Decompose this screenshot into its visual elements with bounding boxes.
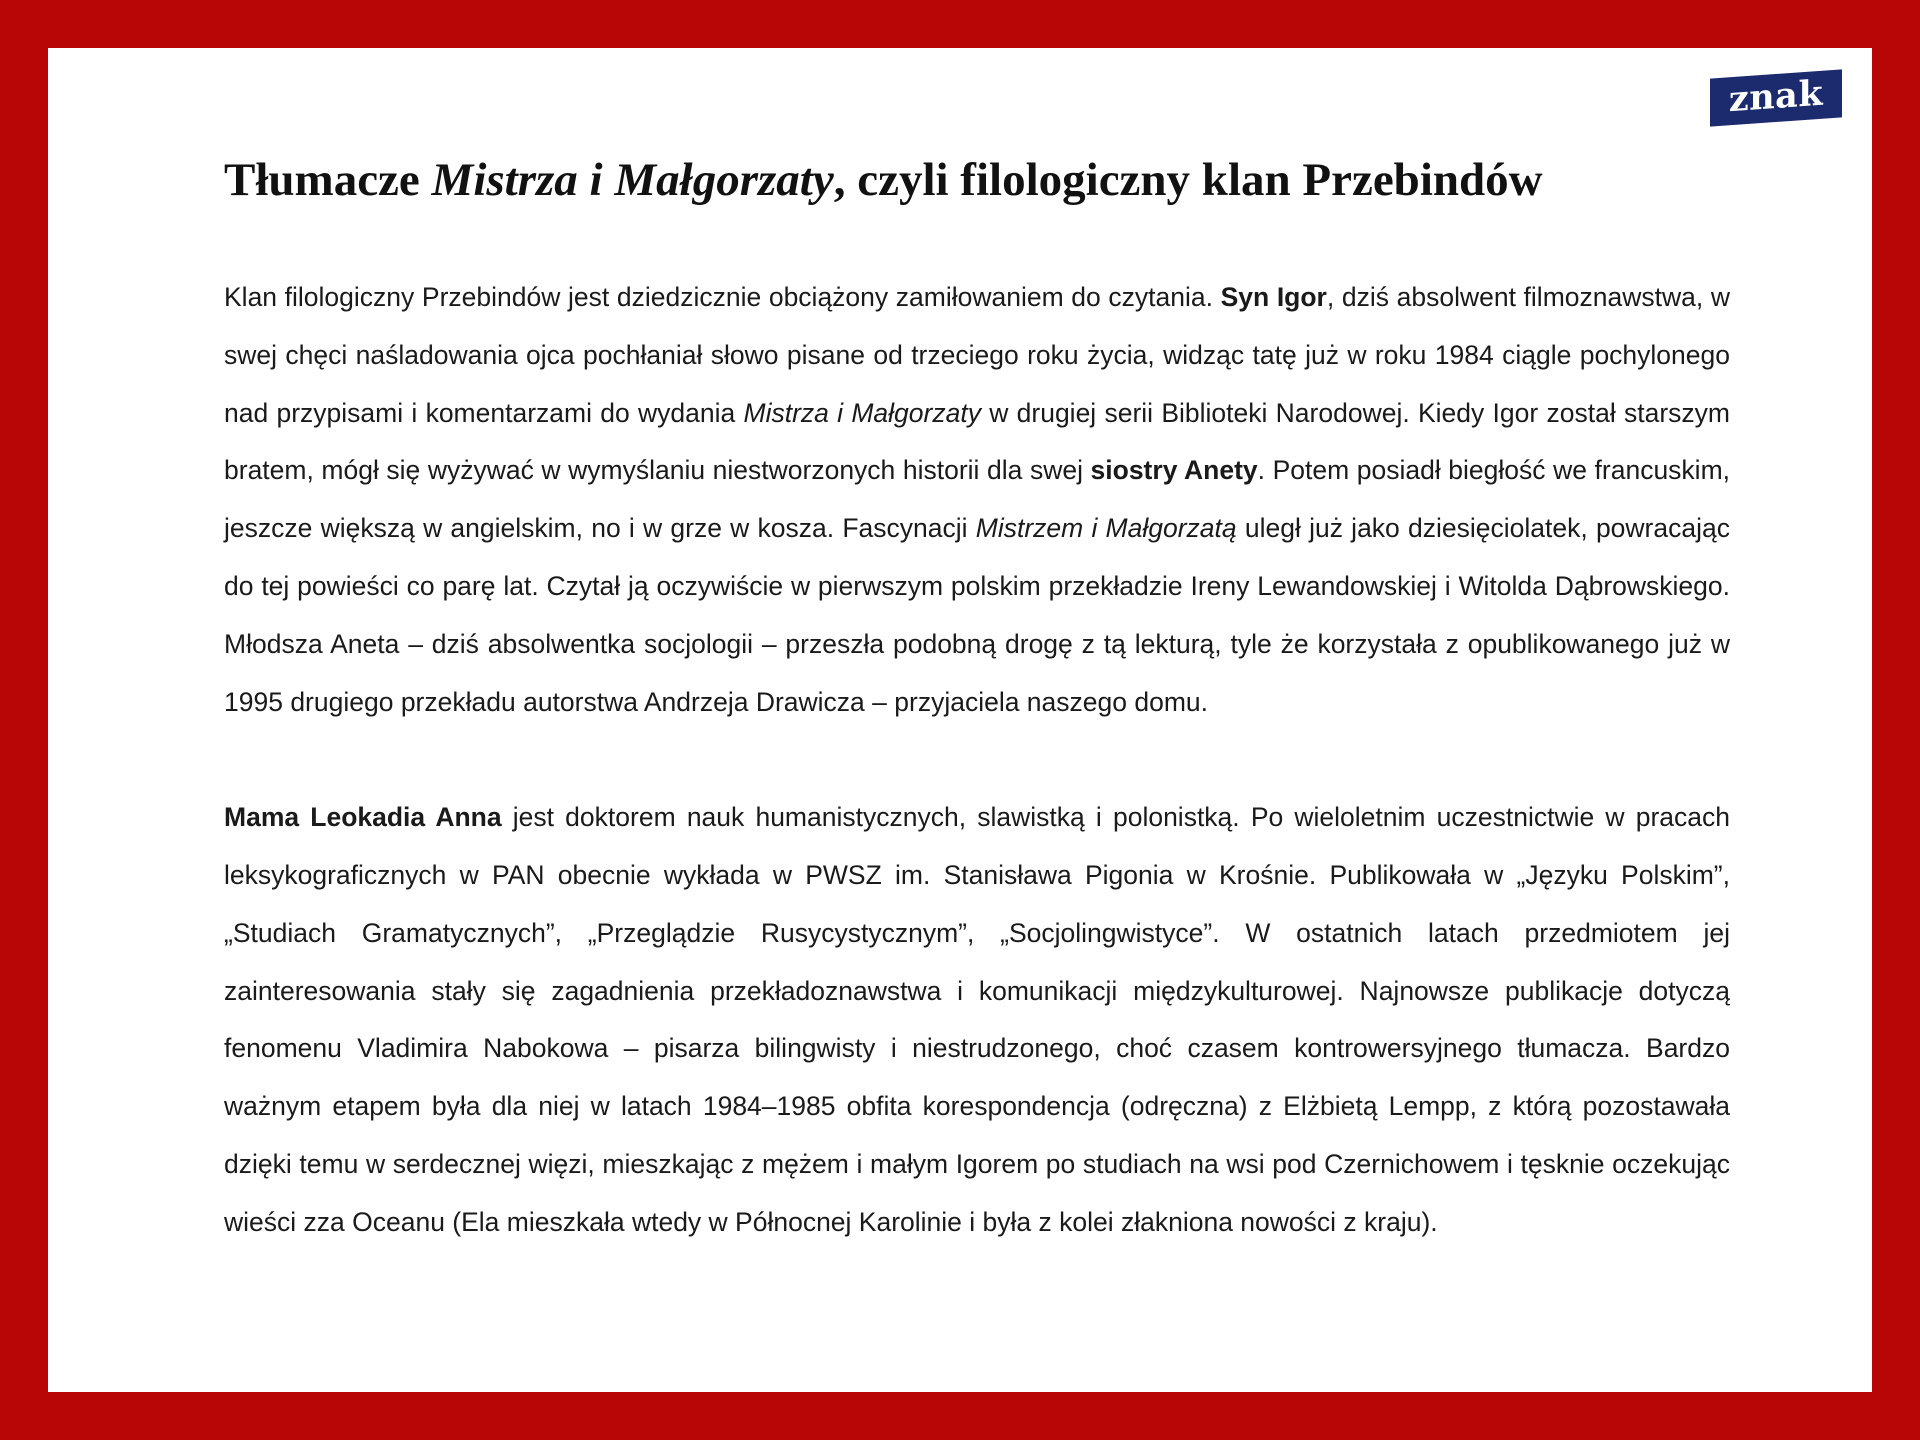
bold-phrase: siostry Anety — [1090, 455, 1258, 486]
znak-logo — [1710, 69, 1842, 126]
bold-phrase: Mama Leokadia Anna — [224, 802, 502, 833]
paragraph-leokadia — [224, 789, 1730, 1251]
body-text — [224, 269, 1730, 1252]
italic-phrase: Mistrza i Małgorzaty — [743, 397, 981, 428]
bold-phrase: Syn Igor — [1220, 282, 1327, 312]
paragraph-text: jest doktorem nauk humanistycznych, slawistką i polonistką. Po wieloletnim uczestnictwie w pracach leksykograficznych w PAN obecnie wykłada w PWSZ im. Stanisława Pigonia w Krośnie. Publikowała w „Języku Polskim”, „Studiach Gramatycznych”, „Przeglądzie Rusycystycznym”, „Socjolingwistyce”. W ostatnich latach przedmiotem jej zainteresowania stały się zagadnienia przekładoznawstwa i komunikacji międzykulturowej. Najnowsze publikacje dotyczą fenomenu Vladimira Nabokowa – pisarza bilingwisty i niestrudzonego, choć czasem kontrowersyjnego tłumacza. Bardzo ważnym etapem była dla niej w latach 1984–1985 obfita korespondencja (odręczna) z Elżbietą Lempp, z którą pozostawała dzięki temu w serdecznej więzi, mieszkając z mężem i małym Igorem po studiach na wsi pod Czernichowem i tęsknie oczekując wieści zza Oceanu (Ela mieszkała wtedy w Północnej Karolinie i była z kolei złakniona nowości z kraju). — [224, 802, 1730, 1237]
paragraph-text: uległ już jako dziesięciolatek, powracając do tej powieści co parę lat. Czytał ją oczywiście w pierwszym polskim przekładzie Ireny Lewandowskiej i Witolda Dąbrowskiego. Młodsza Aneta – dziś absolwentka socjologii – przeszła podobną drogę z tą lekturą, tyle że korzystała z opublikowanego już w 1995 drugiego przekładu autorstwa Andrzeja Drawicza – przyjaciela naszego domu. — [224, 513, 1730, 717]
slide-page — [48, 48, 1872, 1392]
paragraph-text: w drugiej serii Biblioteki Narodowej. Kiedy Igor został starszym bratem, mógł się wyżywać w wymyślaniu niestworzonych historii dla swej — [224, 397, 1730, 486]
title-part-2: , czyli filologiczny klan Przebindów — [833, 154, 1543, 206]
paragraph-text: Klan filologiczny Przebindów jest dziedzicznie obciążony zamiłowaniem do czytania. — [224, 282, 1221, 312]
page-title — [224, 152, 1543, 208]
italic-phrase: Mistrzem i Małgorzatą — [975, 513, 1237, 544]
title-italic: Mistrza i Małgorzaty — [431, 154, 834, 206]
title-part-1: Tłumacze — [224, 154, 432, 206]
paragraph-text: , dziś absolwent filmoznawstwa, w swej chęci naśladowania ojca pochłaniał słowo pisane od trzeciego roku życia, widząc tatę już w roku 1984 ciągle pochylonego nad przypisami i komentarzami do wydania — [224, 282, 1730, 428]
paragraph-igor — [224, 269, 1730, 731]
logo-text: znak — [1728, 72, 1824, 120]
paragraph-text: . Potem posiadł biegłość we francuskim, jeszcze większą w angielskim, no i w grze w kosza. Fascynacji — [224, 455, 1731, 544]
